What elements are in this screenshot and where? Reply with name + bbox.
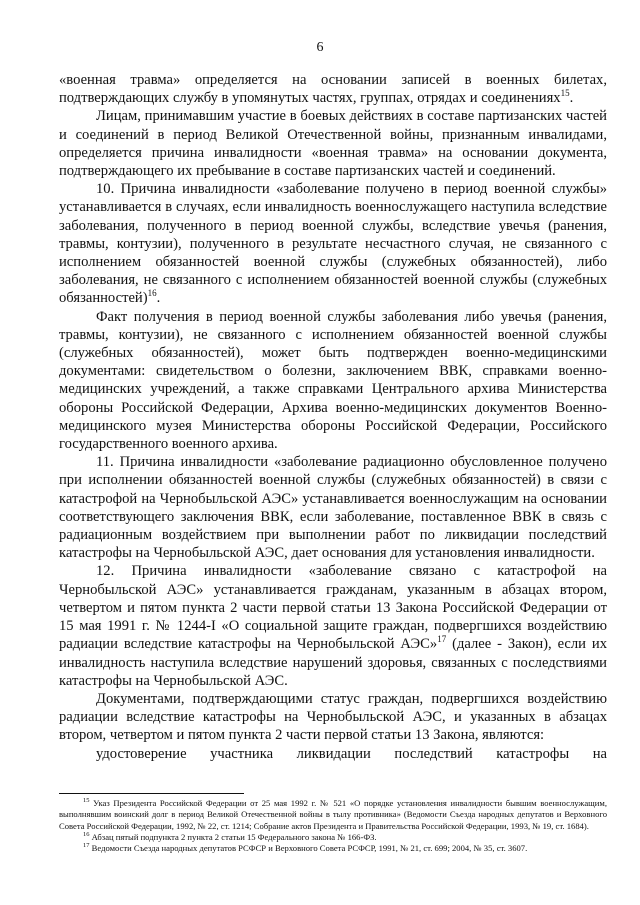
footnote-divider	[59, 793, 244, 794]
paragraph-partisans: Лицам, принимавшим участие в боевых действиях в составе партизанских частей и соединений в период Великой Отечественной войны, признанным инвалидами, определяется причина инвалидности «военная травма» на основании документа, подтверждающего их пребывание в составе партизанских частей и соединений.	[59, 108, 607, 180]
paragraph-status-documents: Документами, подтверждающими статус граждан, подвергшихся воздействию радиации вследствие катастрофы на Чернобыльской АЭС, и указанных в абзацах втором, четвертом и пятом пункта 2 части первой статьи 13 Закона, являются:	[59, 690, 607, 744]
page-number: 6	[316, 40, 324, 55]
footnote-ref-16: 16	[147, 288, 157, 299]
footnote-ref-15: 15	[560, 88, 570, 99]
footnotes	[59, 798, 607, 854]
footnote-ref-17: 17	[437, 634, 447, 645]
paragraph-item-10: 10. Причина инвалидности «заболевание получено в период военной службы» устанавливается в случаях, если инвалидность военнослужащего наступила вследствие заболевания, полученного в период военной службы, вследствие увечья (ранения, травмы, контузии), полученного в результате несчастного случая, не связанного с исполнением обязанностей военной службы (служебных обязанностей), либо заболевания, не связанного с исполнением обязанностей военной службы (служебных обязанностей)$^{16}$.	[59, 181, 607, 307]
paragraph-item-12: 12. Причина инвалидности «заболевание связано с катастрофой на Чернобыльской АЭС» устанавливается гражданам, указанным в абзацах втором, четвертом и пятом пункта 2 части первой статьи 13 Закона Российской Федерации от 15 мая 1991 г. № 1244-I «О социальной защите граждан, подвергшихся воздействию радиации вследствие катастрофы на Чернобыльской АЭС»$^{17}$ (далее - Закон), если их инвалидность наступила вследствие нарушений здоровья, связанных с последствиями катастрофы на Чернобыльской АЭС.	[59, 563, 607, 689]
footnote-15: $^{15}$ Указ Президента Российской Федерации от 25 мая 1992 г. № 521 «О порядке установления инвалидности бывшим военнослужащим, выполнявшим воинский долг в период Великой Отечественной войны в тылу противника» (Ведомости Съезда народных депутатов и Верховного Совета Российской Федерации, 1992, № 22, ст. 1214; Собрание актов Президента и Правительства Российской Федерации, 1993, № 19, ст. 1684).	[59, 797, 607, 831]
paragraph-military-trauma-records: «военная травма» определяется на основании записей в военных билетах, подтверждающих службу в упомянутых частях, группах, отрядах и соединениях$^{15}$.	[59, 72, 607, 107]
paragraph-certificate: удостоверение участника ликвидации последствий катастрофы на	[96, 745, 607, 762]
body-text	[59, 71, 607, 763]
footnote-16: $^{16}$ Абзац пятый подпункта 2 пункта 2 статьи 15 Федерального закона № 166-ФЗ.	[83, 831, 377, 842]
footnote-17: $^{17}$ Ведомости Съезда народных депутатов РСФСР и Верховного Совета РСФСР, 1991, № 21, ст. 699; 2004, № 35, ст. 3607.	[83, 842, 528, 854]
paragraph-illness-proof: Факт получения в период военной службы заболевания либо увечья (ранения, травмы, контузии), не связанного с исполнением обязанностей военной службы (служебных обязанностей), может быть подтвержден военно-медицинскими документами: свидетельством о болезни, заключением ВВК, справками военно-медицинских учреждений, а также справками Центрального архива Министерства обороны Российской Федерации, Архива военно-медицинских документов Военно-медицинского музея Министерства обороны Российской Федерации, Российского государственного военного архива.	[59, 308, 607, 453]
paragraph-item-11: 11. Причина инвалидности «заболевание радиационно обусловленное получено при исполнении обязанностей военной службы (служебных обязанностей) в связи с катастрофой на Чернобыльской АЭС» устанавливается военнослужащим на основании соответствующего заключения ВВК, если заболевание, поставленное ВВК в связь с радиационным воздействием при выполнении работ по ликвидации последствий катастрофы на Чернобыльской АЭС, дает основания для установления инвалидности.	[59, 454, 607, 562]
